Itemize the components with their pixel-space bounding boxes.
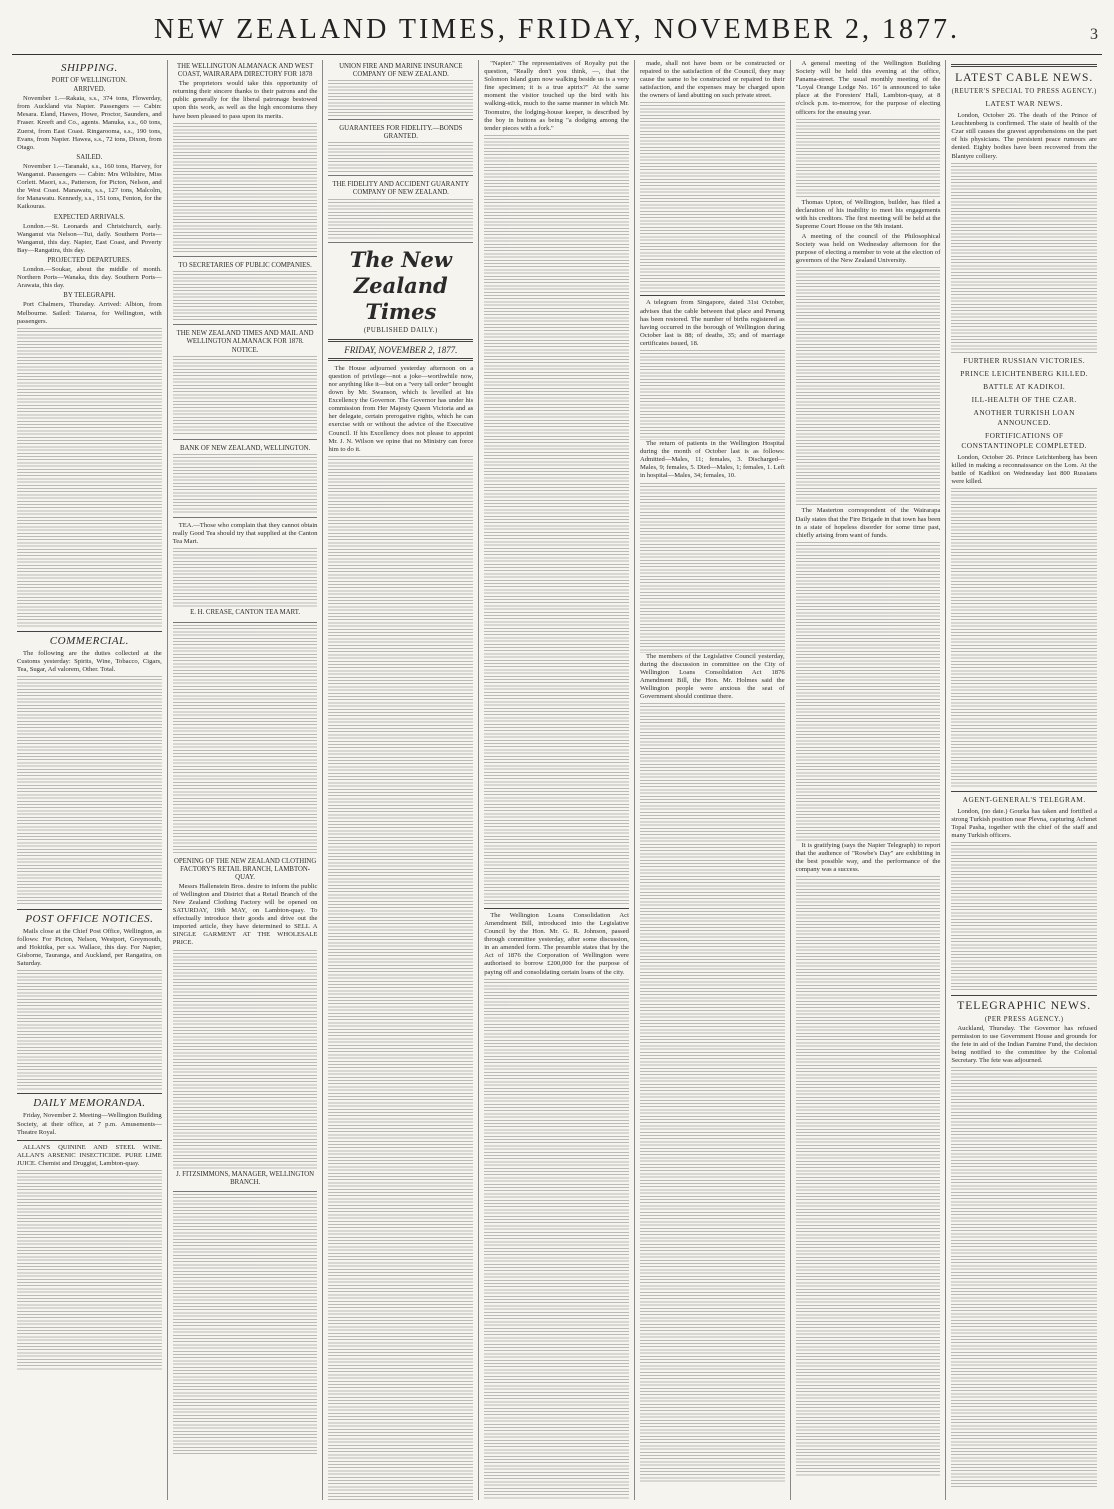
expected-text: London.—St. Leonards and Christchurch, early. Wanganui via Nelson—Tui, daily. Southern Ports—Wanganui, this day. Napier, East Coast, and Poverty Bay—Rangatira, this day. (17, 222, 162, 254)
headline-2: PRINCE LEICHTENBERG KILLED. (960, 368, 1089, 378)
headline-5: ANOTHER TURKISH LOAN ANNOUNCED. (973, 407, 1075, 427)
war-news-heading: LATEST WAR NEWS. (985, 99, 1063, 109)
philosophical-text: A meeting of the council of the Philosophical Society was held on Wednesday afternoon for the purpose of electing a member to vote at the election of governors of the New Zealand University. (795, 233, 941, 265)
columns (12, 60, 1102, 1500)
column-5 (635, 60, 791, 1500)
commercial-text: The following are the duties collected at the Customs yesterday: Spirits, Wine, Tobacco, Cigars, Tea, Sugar, Ad valorem, Other. Total. (17, 649, 162, 673)
expected-label: EXPECTED ARRIVALS. (53, 213, 125, 221)
editorial-continued: "Napier." The representatives of Royalty put the question, "Really don't you think, —, that the Solomon Island gum now walking beside us is a very fine specimen; it is a true aptrix?" At the same moment the visitor touched up the bird with his walking-stick, much to the same manner in which Mr. Toomutre, the lodging-house keeper, is described by the boy in buttons as being "a dodging among the tender pieces with a fork." (484, 60, 629, 132)
article-text-block (17, 328, 162, 628)
article-text-block (796, 267, 941, 507)
shipping-heading: SHIPPING. (60, 62, 118, 74)
published-line: (PUBLISHED DAILY.) (363, 326, 438, 334)
article-text-block (484, 135, 629, 905)
article-text-block (640, 703, 785, 1483)
page-number: 3 (1090, 26, 1098, 43)
ad-heading: UNION FIRE AND MARINE INSURANCE COMPANY OF NEW ZEALAND. (339, 63, 463, 79)
article-text-block (328, 456, 473, 1500)
druggist-ad: ALLAN'S QUININE AND STEEL WINE. ALLAN'S ARSENIC INSECTICIDE. PURE LIME JUICE. Chemist and Druggist, Lambton-quay. (17, 1143, 162, 1167)
sailed-text: November 1.—Taranaki, s.s., 160 tons, Harvey, for Wanganui. Passengers — Cabin: Mrs Wiltshire, Miss Corlett. Maori, s.s., Patterson, for Picton, Nelson, and the West Coast. Manawatu, s.s., 127 tons, Malcolm, for Manawatu. Kennedy, s.s., 151 tons, Fenton, for the Kaikouras. (17, 162, 162, 211)
arrived-text: November 1.—Rakaia, s.s., 374 tons, Flowerday, from Auckland via Napier. Passengers — Cabin: Mesara. Eland, Hawes, Howe, Proctor, Saunders, and Fraser. Kreeft and Co., agents. Manuka, s.s., 60 tons, Zuerst, from East Coast. Ringarooma, s.s., 190 tons, Evans, from Napier. Hawea, s.s., 72 tons, Dixon, from Otago. (17, 95, 162, 151)
ad-text: TEA.—Those who complain that they cannot obtain really Good Tea should try that supplied at the Canton Tea Mart. (172, 522, 318, 546)
telegram-text: A telegram from Singapore, dated 31st October, advises that the cable between that place and Penang has been restored. The number of births registered as having occurred in the borough of Wellington during October last is 88; of deaths, 35; and of marriage certificates issued, 18. (639, 299, 785, 347)
article-text-block (17, 676, 162, 906)
post-office-text: Mails close at the Chief Post Office, Wellington, as follows: For Picton, Nelson, Westport, Greymouth, and Hokitika, per s.s. Wallace, this day. For Napier, Gisborne, Tauranga, and Auckland, per Rangatira, on Saturday. (17, 928, 162, 968)
divider (951, 64, 1097, 67)
departures-label: PROJECTED DEPARTURES. (47, 256, 132, 264)
column-4 (479, 60, 635, 1500)
guarantees-ad (328, 122, 473, 176)
times-mail-ad (173, 327, 318, 440)
divider (640, 295, 785, 296)
telegraphic-news-text: Auckland, Thursday. The Governor has refused permission to use Government House and grounds for the fete in aid of the Indian Famine Fund, the decision being notified to the committee by the Colonial Secretary. The fete was adjourned. (951, 1024, 1097, 1064)
napier-text: It is gratifying (says the Napier Telegraph) to report that the audience of "Rowbe's Day" are exhibiting in the best possible way, and the performance of the company was a success. (795, 841, 941, 874)
headline-3: BATTLE AT KADIKOI. (983, 381, 1066, 391)
cable-news-subheading: (REUTER'S SPECIAL TO PRESS AGENCY.) (951, 88, 1097, 95)
headline-4: ILL-HEALTH OF THE CZAR. (971, 394, 1077, 404)
article-text-block (796, 542, 941, 842)
divider (328, 358, 473, 361)
cable-news-text: London, October 26. The death of the Prince of Leuchtenberg is confirmed. The state of health of the Czar still causes the gravest apprehensions on the part of his physicians. The persistent peace rumours are denied. Eighty bodies have been recovered from the Blantyre colliery. (951, 112, 1097, 160)
ad-heading: TO SECRETARIES OF PUBLIC COMPANIES. (178, 261, 312, 269)
masthead (12, 10, 1102, 55)
war-news-text: London, October 26. Prince Leichtenberg has been killed in making a reconnaissance on the Lom. At the battle of Kadikoi on Wednesday last 800 Russians were killed. (951, 453, 1097, 485)
union-insurance-ad (328, 60, 473, 120)
article-text-block (951, 842, 1097, 992)
article-text-block (640, 350, 785, 440)
article-text-block (796, 876, 941, 1476)
bank-ad (173, 442, 318, 518)
ad-heading: THE NEW ZEALAND TIMES AND MAIL AND WELLINGTON ALMANACK FOR 1878. (176, 329, 314, 345)
arrived-label: ARRIVED. (73, 86, 106, 94)
ad-text-block (328, 142, 473, 172)
telegraph-label: BY TELEGRAPH. (63, 292, 116, 300)
divider (17, 631, 162, 632)
agent-general-text: London, (no date.) Gourka has taken and fortified a strong Turkish position near Plevna, capturing Achmet Topal Pasha, together with the chief of the staff and many Turkish officers. (951, 808, 1097, 840)
column-2 (168, 60, 324, 1500)
notice-label: NOTICE. (231, 346, 259, 354)
upton-text: Thomas Upton, of Wellington, builder, has filed a declaration of his inability to meet his engagements with his creditors. The first meeting will be held at the Supreme Court House on the 9th instant. (795, 198, 941, 230)
article-text-block (640, 483, 785, 653)
ad-heading: GUARANTEES FOR FIDELITY.—BONDS GRANTED. (339, 125, 463, 141)
loans-bill-text: The Wellington Loans Consolidation Act Amendment Bill, introduced into the Legislative Council by the Hon. Mr. G. R. Johnson, passed through committee yesterday, after some discussion, in an amended form. The preamble states that by the Act of 1876 the Corporation of Wellington were authorised to borrow £200,000 for the purpose of paying off and consolidating certain loans of the city. (484, 911, 629, 976)
telegraph-text: Port Chalmers, Thursday. Arrived: Albion, from Melbourne. Sailed: Taiaroa, for Wellington, with passengers. (17, 301, 162, 325)
ad-text-block (173, 548, 318, 608)
ad-signature: E. H. CREASE, CANTON TEA MART. (190, 609, 301, 617)
ad-signature: J. FITZSIMMONS, MANAGER, WELLINGTON BRANCH. (176, 1170, 315, 1186)
editorial-text: The House adjourned yesterday afternoon on a question of privilege—not a joke—worthwhile now, nor anything like it—but on a "very tall order" brought down by Mr. Swanson, which is levelled at his Excellency the Governor. The Governor has under his commission from Her Majesty Queen Victoria and as her delegate, certain prerogative rights, which he can exercise with or without the advice of the Executive Council. If his Excellency does not please to appoint Mr. J. N. Wilson we opine that no Ministry can force him to do it. (328, 364, 474, 453)
divider (484, 908, 629, 909)
divider (951, 995, 1097, 996)
page-title: NEW ZEALAND TIMES, FRIDAY, NOVEMBER 2, 1877. (153, 14, 961, 45)
building-society-text: A general meeting of the Wellington Building Society will be held this evening at the office, Panama-street. The usual monthly meeting of the "Loyal Orange Lodge No. 16" is announced to take place at the Foresters' Hall, Lambton-quay, at 8 o'clock p.m. to-morrow, for the purpose of electing officers for the ensuing year. (795, 60, 941, 116)
article-text-block (951, 1067, 1097, 1487)
departures-text: London.—Soukar, about the middle of month. Northern Ports—Wanaka, this day. Southern Ports—Arawata, this day. (17, 266, 162, 290)
divider (17, 1093, 162, 1094)
newspaper-nameplate: The New Zealand Times (349, 246, 452, 324)
ad-text-block (173, 123, 318, 253)
ad-text: Messrs Hallenstein Bros. desire to inform the public of Wellington and District that a Retail Branch of the New Zealand Clothing Factory will be opened on SATURDAY, 19th MAY, on Lambton-quay. To effectually introduce their goods and drive out the imported article, they have determined to SELL A SINGLE GARMENT AT THE WHOLESALE PRICE. (172, 882, 318, 947)
column-3 (323, 60, 479, 1500)
article-text-block (640, 102, 785, 292)
article-text-block (951, 488, 1097, 788)
clothing-factory-ad (173, 855, 318, 1192)
hospital-text: The return of patients in the Wellington Hospital during the month of October last is as follows: Admitted—Males, 11; females, 3. Discharged—Males, 9; females, 5. Died—Males, 1; females, 1. Left in hospital—Males, 34; females, 10. (639, 440, 785, 480)
article-text-block (484, 979, 629, 1499)
ad-heading: THE FIDELITY AND ACCIDENT GUARANTY COMPANY OF NEW ZEALAND. (332, 181, 470, 197)
ad-heading: THE WELLINGTON ALMANACK AND WEST COAST, WAIRARAPA DIRECTORY FOR 1878 (176, 63, 314, 79)
divider (17, 909, 162, 910)
ad-text-block (173, 356, 318, 436)
cable-news-heading: LATEST CABLE NEWS. (955, 72, 1094, 84)
divider (951, 791, 1097, 792)
commercial-heading: COMMERCIAL. (49, 634, 129, 647)
port-line: PORT OF WELLINGTON. (51, 77, 128, 84)
divider (17, 1140, 162, 1141)
ad-text-block (173, 454, 318, 514)
article-text-block (796, 119, 941, 199)
article-text-block (951, 163, 1097, 353)
divider (328, 339, 473, 342)
post-office-heading: POST OFFICE NOTICES. (25, 913, 154, 925)
agent-general-heading: AGENT-GENERAL'S TELEGRAM. (962, 795, 1086, 805)
sailed-label: SAILED. (76, 153, 103, 161)
memoranda-heading: DAILY MEMORANDA. (33, 1097, 146, 1110)
column-6 (791, 60, 947, 1500)
ad-text-block (173, 1194, 318, 1454)
telegraphic-news-heading: TELEGRAPHIC NEWS. (957, 1000, 1092, 1013)
article-text-block (17, 1170, 162, 1370)
ad-heading: OPENING OF THE NEW ZEALAND CLOTHING FACTORY'S RETAIL BRANCH, LAMBTON-QUAY. (173, 857, 317, 881)
masterton-text: The Masterton correspondent of the Wairarapa Daily states that the Fire Brigade in that town has been in a state of hopeless disorder for some time past, chiefly arising from want of funds. (795, 507, 941, 539)
ad-text-block (173, 625, 318, 855)
streets-text: made, shall not have been or be constructed or repaired to the satisfaction of the Council, they may cause the same to be constructed or repaired to their satisfaction, and the expenses may be charged upon the owners of land abutting on such private street. (639, 60, 785, 100)
headline-1: FURTHER RUSSIAN VICTORIES. (963, 355, 1086, 365)
council-text: The members of the Legislative Council yesterday, during the discussion in committee on the City of Wellington Loans Consolidation Act 1876 Amendment Bill, the Hon. Mr. Holmes said the Wellington people were anxious the seat of Government should continue there. (639, 652, 785, 700)
ad-text: The proprietors would take this opportunity of returning their sincere thanks to their patrons and the public generally for the liberal patronage bestowed upon this work, as well as the high encomiums they have been pleased to pass upon its merits. (172, 80, 318, 120)
column-1 (12, 60, 168, 1500)
ad-text-block (328, 199, 473, 239)
telegraphic-news-subheading: (PER PRESS AGENCY.) (984, 1016, 1064, 1024)
ad-text-block (173, 271, 318, 321)
headline-6: FORTIFICATIONS OF CONSTANTINOPLE COMPLETED. (961, 430, 1088, 450)
fidelity-ad (328, 178, 473, 242)
tea-ad (173, 520, 318, 622)
memoranda-text: Friday, November 2. Meeting—Wellington Building Society, at their office, at 7 p.m. Amusements—Theatre Royal. (17, 1112, 162, 1136)
editorial-dateline: FRIDAY, NOVEMBER 2, 1877. (344, 344, 458, 355)
ad-text-block (328, 80, 473, 116)
almanack-ad (173, 60, 318, 257)
column-7 (946, 60, 1102, 1500)
ad-heading: BANK OF NEW ZEALAND, WELLINGTON. (179, 445, 311, 453)
secretaries-ad (173, 259, 318, 325)
article-text-block (17, 970, 162, 1090)
ad-text-block (173, 950, 318, 1170)
